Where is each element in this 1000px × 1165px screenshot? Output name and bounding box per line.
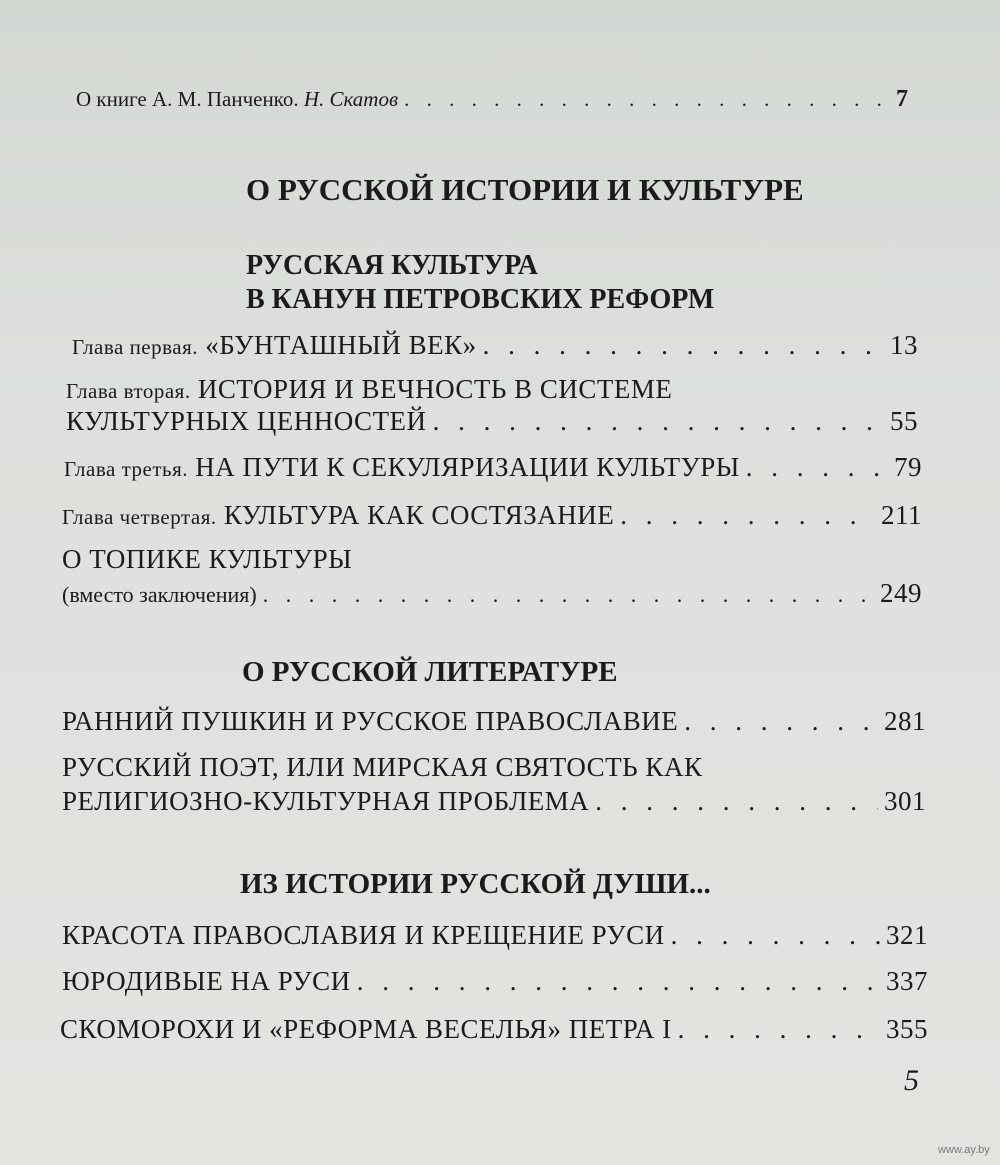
chapter-prefix: Глава первая. xyxy=(72,335,198,359)
toc-entry-line1 xyxy=(62,752,926,783)
toc-entry-line2 xyxy=(62,786,926,817)
toc-entry-title-cont: КУЛЬТУРНЫХ ЦЕННОСТЕЙ xyxy=(66,406,427,436)
toc-entry-page: 337 xyxy=(886,966,928,996)
toc-entry-line1 xyxy=(66,374,918,405)
toc-entry-page: 355 xyxy=(886,1014,928,1044)
toc-entry-title: НА ПУТИ К СЕКУЛЯРИЗАЦИИ КУЛЬТУРЫ xyxy=(195,452,740,482)
part-title: О РУССКОЙ ЛИТЕРАТУРЕ xyxy=(242,656,618,688)
watermark: www.ay.by xyxy=(938,1144,990,1156)
toc-entry xyxy=(62,966,928,997)
dot-leader xyxy=(684,706,878,737)
toc-entry xyxy=(62,920,928,951)
dot-leader xyxy=(357,966,880,997)
toc-entry-title: РУССКИЙ ПОЭТ, ИЛИ МИРСКАЯ СВЯТОСТЬ КАК xyxy=(62,752,703,782)
toc-entry-title: СКОМОРОХИ И «РЕФОРМА ВЕСЕЛЬЯ» ПЕТРА I xyxy=(60,1014,672,1044)
toc-entry-page: 211 xyxy=(881,500,922,530)
toc-entry-title: КРАСОТА ПРАВОСЛАВИЯ И КРЕЩЕНИЕ РУСИ xyxy=(62,920,665,950)
toc-entry-line2 xyxy=(62,578,922,609)
section-title-line2: В КАНУН ПЕТРОВСКИХ РЕФОРМ xyxy=(246,284,715,315)
toc-entry-title: ЮРОДИВЫЕ НА РУСИ xyxy=(62,966,351,996)
toc-entry-page: 7 xyxy=(896,86,908,112)
toc-entry-intro xyxy=(76,86,908,113)
toc-entry-line1 xyxy=(62,544,922,575)
dot-leader xyxy=(404,87,890,112)
dot-leader xyxy=(483,330,884,361)
toc-entry xyxy=(72,330,918,361)
toc-entry-author: Н. Скатов xyxy=(303,87,399,111)
toc-entry-page: 301 xyxy=(884,786,926,816)
toc-entry-title-cont: РЕЛИГИОЗНО-КУЛЬТУРНАЯ ПРОБЛЕМА xyxy=(62,786,590,816)
dot-leader xyxy=(671,920,880,951)
page-number: 5 xyxy=(904,1064,919,1097)
toc-entry xyxy=(60,1014,928,1045)
toc-entry-title: РАННИЙ ПУШКИН И РУССКОЕ ПРАВОСЛАВИЕ xyxy=(62,706,679,736)
part-title: ИЗ ИСТОРИИ РУССКОЙ ДУШИ... xyxy=(240,868,711,900)
toc-entry-line2 xyxy=(66,406,918,437)
toc-entry xyxy=(62,500,922,531)
toc-entry-page: 55 xyxy=(890,406,918,436)
toc-entry-page: 281 xyxy=(884,706,926,736)
toc-entry-title: О ТОПИКЕ КУЛЬТУРЫ xyxy=(62,544,353,574)
toc-entry xyxy=(64,452,922,483)
toc-entry-title: «БУНТАШНЫЙ ВЕК» xyxy=(205,330,477,360)
dot-leader xyxy=(678,1014,880,1045)
toc-entry-title: КУЛЬТУРА КАК СОСТЯЗАНИЕ xyxy=(223,500,615,530)
dot-leader xyxy=(263,582,874,608)
toc-entry-page: 249 xyxy=(880,578,922,608)
toc-entry-title: ИСТОРИЯ И ВЕЧНОСТЬ В СИСТЕМЕ xyxy=(197,374,673,404)
toc-entry-page: 79 xyxy=(894,452,922,482)
toc-entry-page: 13 xyxy=(890,330,918,360)
toc-entry-subtitle: (вместо заключения) xyxy=(62,582,257,607)
dot-leader xyxy=(433,406,884,437)
toc-entry xyxy=(62,706,926,737)
part-title: О РУССКОЙ ИСТОРИИ И КУЛЬТУРЕ xyxy=(246,172,804,207)
toc-entry-page: 321 xyxy=(886,920,928,950)
section-title-line1: РУССКАЯ КУЛЬТУРА xyxy=(246,250,538,281)
dot-leader xyxy=(620,500,875,531)
chapter-prefix: Глава четвертая. xyxy=(62,505,217,529)
chapter-prefix: Глава вторая. xyxy=(66,379,191,403)
dot-leader xyxy=(746,452,888,483)
chapter-prefix: Глава третья. xyxy=(64,457,188,481)
toc-entry-title: О книге А. М. Панченко. xyxy=(76,87,299,111)
dot-leader xyxy=(595,786,878,817)
